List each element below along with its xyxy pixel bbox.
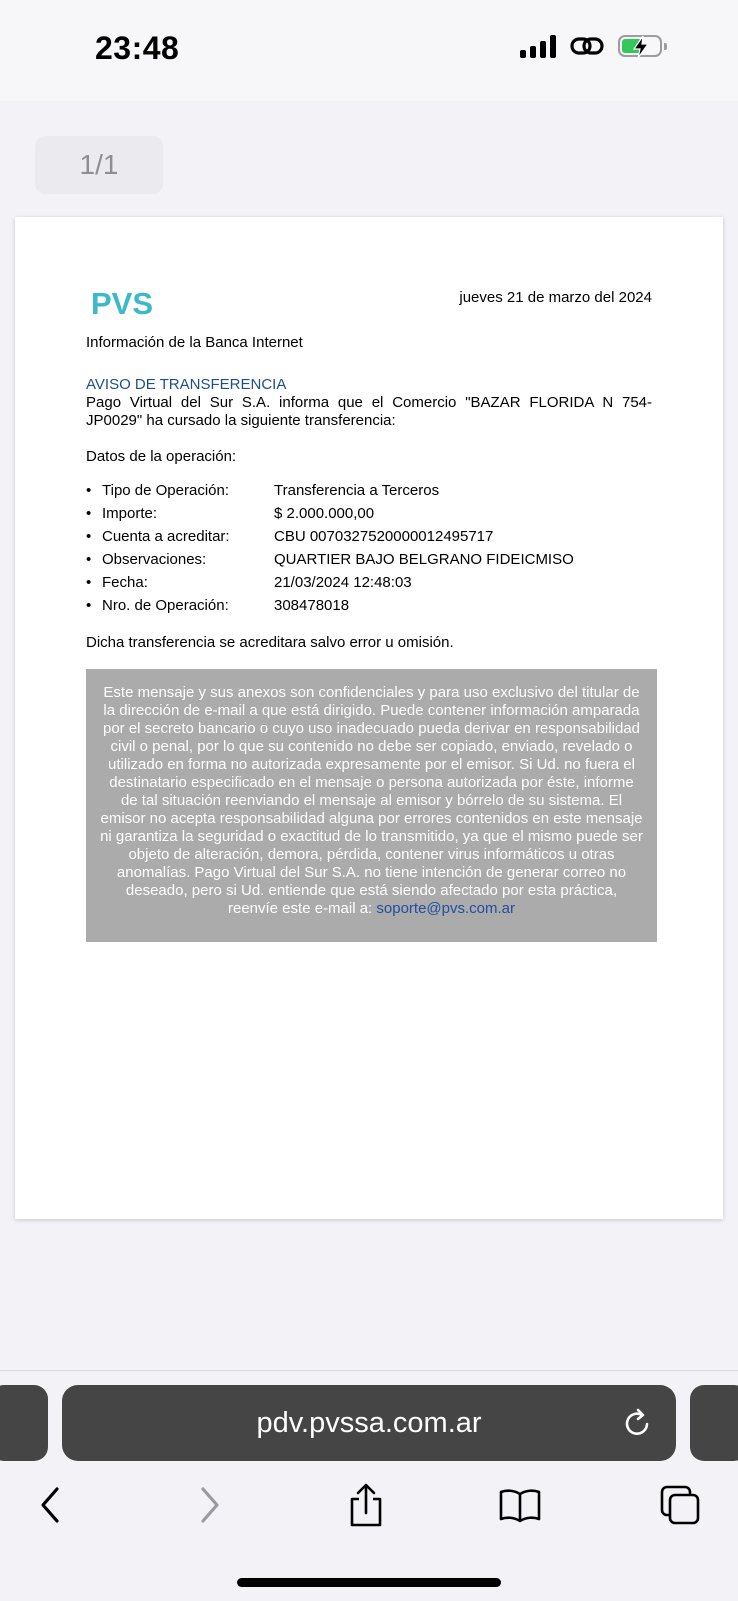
notice-body: Pago Virtual del Sur S.A. informa que el Comercio "BAZAR FLORIDA N 754-JP0029" ha cursado la siguiente transferencia: <box>86 394 652 429</box>
status-bar <box>0 0 738 101</box>
operation-value: 308478018 <box>274 597 350 614</box>
disclaimer-box <box>86 669 657 942</box>
link-icon <box>570 34 604 58</box>
share-button[interactable] <box>342 1483 390 1527</box>
svg-text:PVS: PVS <box>91 288 154 318</box>
operation-value: CBU 0070327520000012495717 <box>274 528 494 545</box>
disclaimer-text: Este mensaje y sus anexos son confidenciales y para uso exclusivo del titular de la dirección de e-mail a que está dirigido. Puede contener información amparada por el secreto bancario o cuyo uso inadecuado pueda derivar en responsabilidad civil o penal, por lo que su contenido no debe ser copiado, enviado, revelado o utilizado en forma no autorizada expresamente por el emisor. Si Ud. no fuera el destinatario especificado en el mensaje o persona autorizada por éste, informe de tal situación reenviando el mensaje al emisor y bórrelo de su sistema. El emisor no acepta responsabilidad alguna por errores contenidos en este mensaje ni garantiza la seguridad o exactitud de lo transmitido, ya que el mismo puede ser objeto de alteración, demora, pérdida, contener virus informáticos u otras anomalías. Pago Virtual del Sur S.A. no tiene intención de generar correo no deseado, pero si Ud. entiende que está siendo afectado por esta práctica, reenvíe este e-mail a: <box>100 684 643 917</box>
page-counter: 1/1 <box>35 136 163 194</box>
info-line: Información de la Banca Internet <box>86 334 303 351</box>
browser-toolbar <box>0 1475 738 1535</box>
cellular-signal-icon <box>520 34 556 58</box>
list-item: • Importe: $ 2.000.000,00 <box>86 505 375 522</box>
pvs-logo <box>91 288 167 318</box>
operation-value: QUARTIER BAJO BELGRANO FIDEICMISO <box>274 551 574 568</box>
closing-line: Dicha transferencia se acreditara salvo error u omisión. <box>86 634 454 651</box>
operation-value: Transferencia a Terceros <box>274 482 440 499</box>
operation-label: Cuenta a acreditar: <box>102 528 230 545</box>
operation-label: Importe: <box>102 505 158 522</box>
list-item: • Nro. de Operación: 308478018 <box>86 597 350 614</box>
status-time: 23:48 <box>95 30 180 66</box>
operation-label: Fecha: <box>102 574 148 591</box>
list-item: • Tipo de Operación: Transferencia a Terceros <box>86 482 440 499</box>
operation-label: Observaciones: <box>102 551 207 568</box>
home-indicator <box>237 1578 501 1587</box>
list-item: • Observaciones: QUARTIER BAJO BELGRANO FIDEICMISO <box>86 551 574 568</box>
notice-title: AVISO DE TRANSFERENCIA <box>86 376 287 393</box>
operation-label: Nro. de Operación: <box>102 597 229 614</box>
list-item: • Fecha: 21/03/2024 12:48:03 <box>86 574 412 591</box>
back-icon <box>36 1485 64 1525</box>
operation-list <box>86 479 652 617</box>
operation-label: Tipo de Operación: <box>102 482 230 499</box>
battery-charging-icon <box>618 35 662 57</box>
status-icons <box>520 34 662 58</box>
address-bar[interactable] <box>62 1385 676 1461</box>
operation-heading: Datos de la operación: <box>86 448 237 465</box>
previous-tab-preview[interactable] <box>0 1385 48 1461</box>
operation-value: 21/03/2024 12:48:03 <box>274 574 412 591</box>
forward-icon <box>196 1485 224 1525</box>
bookmarks-icon <box>498 1487 542 1523</box>
next-tab-preview[interactable] <box>690 1385 738 1461</box>
address-bar-url: pdv.pvssa.com.ar <box>256 1406 482 1439</box>
support-email-link[interactable]: soporte@pvs.com.ar <box>376 900 516 917</box>
forward-button[interactable] <box>186 1483 234 1527</box>
tabs-button[interactable] <box>656 1483 704 1527</box>
reload-icon[interactable] <box>622 1407 654 1439</box>
share-icon <box>346 1483 386 1527</box>
document-date: jueves 21 de marzo del 2024 <box>459 289 652 306</box>
bookmarks-button[interactable] <box>496 1483 544 1527</box>
tabs-icon <box>659 1484 701 1526</box>
back-button[interactable] <box>26 1483 74 1527</box>
operation-value: $ 2.000.000,00 <box>274 505 375 522</box>
list-item: • Cuenta a acreditar: CBU 0070327520000012495717 <box>86 528 494 545</box>
